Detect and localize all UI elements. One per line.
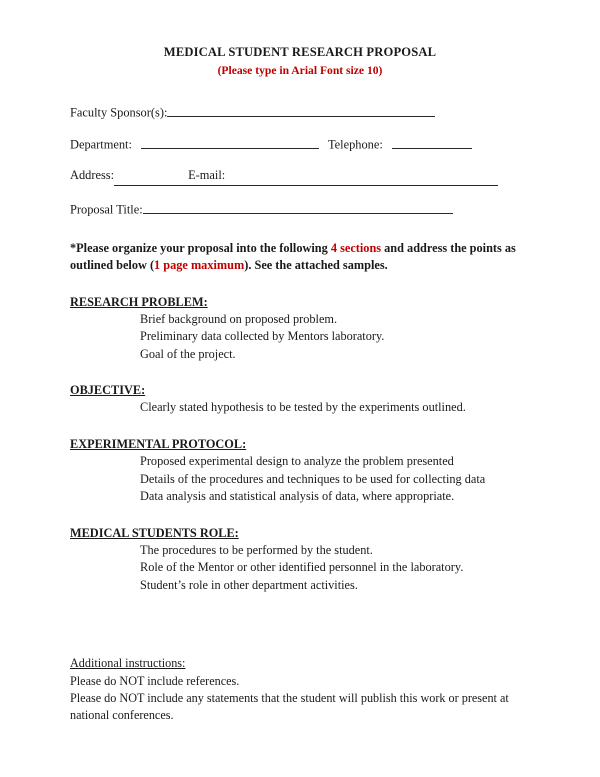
instructions-part-2: and address the points as outlined below ( (70, 240, 516, 273)
footer-heading-wrap (70, 654, 542, 672)
section-body (70, 311, 530, 364)
proposal-title-label: Proposal Title: (70, 202, 143, 217)
instructions-paragraph (70, 240, 522, 275)
form-row-address-email (70, 168, 530, 186)
form-fields (70, 105, 530, 218)
department-input[interactable] (141, 137, 319, 149)
instructions-highlight-page-limit: 1 page maximum (154, 258, 245, 273)
instructions-highlight-sections: 4 sections (330, 240, 382, 255)
form-row-faculty-sponsor (70, 105, 530, 121)
section-heading: OBJECTIVE: (70, 383, 146, 398)
section-objective (70, 383, 530, 417)
section-experimental-protocol (70, 437, 530, 506)
section-research-problem (70, 295, 530, 364)
page-subtitle: (Please type in Arial Font size 10) (217, 64, 383, 77)
telephone-label: Telephone: (327, 136, 383, 151)
additional-instructions-block (70, 654, 542, 724)
title-block (70, 44, 530, 79)
address-label: Address: (70, 168, 115, 183)
section-line: Details of the procedures and techniques to be used for collecting data (140, 471, 486, 486)
section-body (70, 399, 530, 417)
section-medical-students-role (70, 526, 530, 595)
form-row-proposal-title (70, 202, 530, 218)
section-body (70, 542, 530, 595)
additional-instructions-line: Please do NOT include references. (70, 673, 240, 688)
email-label: E-mail: (188, 168, 226, 183)
section-heading: MEDICAL STUDENTS ROLE: (70, 525, 239, 540)
instructions-part-1: *Please organize your proposal into the following (70, 240, 331, 255)
faculty-sponsor-input[interactable] (167, 105, 435, 117)
form-row-department-telephone (70, 137, 530, 153)
section-line: Goal of the project. (140, 346, 236, 361)
section-line: Student’s role in other department activities. (140, 577, 358, 592)
section-line: Brief background on proposed problem. (140, 311, 338, 326)
section-heading: RESEARCH PROBLEM: (70, 294, 208, 309)
section-line: Preliminary data collected by Mentors laboratory. (140, 329, 385, 344)
page-title: MEDICAL STUDENT RESEARCH PROPOSAL (163, 45, 437, 59)
additional-instructions-heading: Additional instructions: (70, 656, 186, 671)
section-line: Clearly stated hypothesis to be tested by the experiments outlined. (140, 400, 466, 415)
department-label: Department: (70, 136, 132, 151)
additional-instructions-line: Please do NOT include any statements that the student will publish this work or present at national conferences. (70, 690, 509, 723)
proposal-title-input[interactable] (143, 202, 453, 214)
section-heading: EXPERIMENTAL PROTOCOL: (70, 437, 247, 452)
section-line: Role of the Mentor or other identified personnel in the laboratory. (140, 560, 464, 575)
telephone-input[interactable] (392, 137, 472, 149)
section-line: Data analysis and statistical analysis of data, where appropriate. (140, 489, 455, 504)
section-body (70, 453, 530, 506)
address-email-underline (114, 168, 498, 186)
section-line: The procedures to be performed by the student. (140, 542, 373, 557)
instructions-part-3: ). See the attached samples. (244, 258, 388, 273)
section-line: Proposed experimental design to analyze the problem presented (140, 454, 454, 469)
faculty-sponsor-label: Faculty Sponsor(s): (70, 105, 168, 120)
document-content (70, 44, 530, 725)
